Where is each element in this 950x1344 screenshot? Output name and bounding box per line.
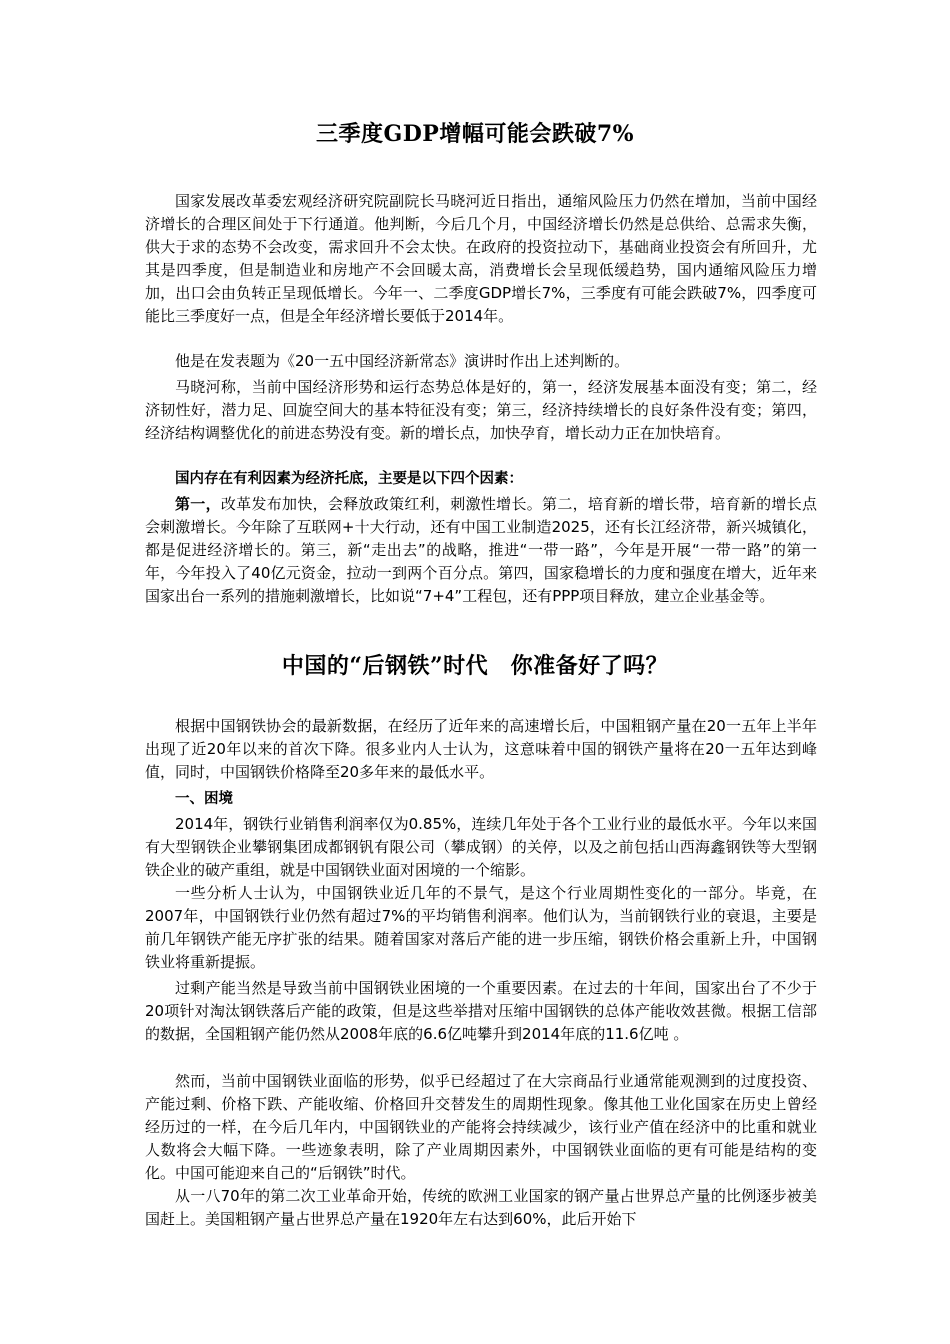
article2-paragraph-3: 一些分析人士认为，中国钢铁业近几年的不景气，是这个行业周期性变化的一部分。毕竟，在2007年，中国钢铁行业仍然有超过7%的平均销售利润率。他们认为，当前钢铁行业的衰退，主要是前几年钢铁产能无序扩张的结果。随着国家对落后产能的进一步压缩，钢铁价格会重新上升，中国钢铁业将重新提振。 — [145, 884, 817, 971]
article2-paragraph-5: 然而，当前中国钢铁业面临的形势，似乎已经超过了在大宗商品行业通常能观测到的过度投资、产能过剩、价格下跌、产能收缩、价格回升交替发生的周期性现象。像其他工业化国家在历史上曾经经历过的一样，在今后几年内，中国钢铁业的产能将会持续减少，该行业产值在经济中的比重和就业人数将会大幅下降。一些迹象表明，除了产业周期因素外，中国钢铁业面临的更有可能是结构的变化。中国可能迎来自己的“后钢铁”时代。 — [145, 1072, 817, 1182]
article-title-steel: 中国的“后钢铁”时代 你准备好了吗？ — [281, 653, 669, 679]
article2-subheading: 一、困境 — [175, 791, 233, 807]
article2-paragraph-1: 根据中国钢铁协会的最新数据，在经历了近年来的高速增长后，中国粗钢产量在20一五年上半年出现了近20年以来的首次下降。很多业内人士认为，这意味着中国的钢铁产量将在20一五年达到峰值，同时，中国钢铁价格降至20多年来的最低水平。 — [145, 717, 817, 781]
article1-paragraph-2: 他是在发表题为《20一五中国经济新常态》演讲时作出上述判断的。 — [175, 352, 630, 370]
article1-subheading: 国内存在有利因素为经济托底，主要是以下四个因素： — [175, 471, 523, 487]
paragraph-body: 改革发布加快，会释放政策红利，刺激性增长。第二，培育新的增长带，培育新的增长点会刺激增长。今年除了互联网+十大行动，还有中国工业制造2025，还有长江经济带，新兴城镇化，都是促进经济增长的。第三，新“走出去”的战略，推进“一带一路”，今年是开展“一带一路”的第一年，今年投入了40亿元资金，拉动一到两个百分点。第四，国家稳增长的力度和强度在增大，近年来国家出台一系列的措施刺激增长，比如说“7+4”工程包，还有PPP项目释放，建立企业基金等。 — [145, 495, 817, 605]
article1-paragraph-3: 马晓河称，当前中国经济形势和运行态势总体是好的，第一，经济发展基本面没有变；第二，经济韧性好，潜力足、回旋空间大的基本特征没有变；第三，经济持续增长的良好条件没有变；第四，经济结构调整优化的前进态势没有变。新的增长点，加快孕育，增长动力正在加快培育。 — [145, 378, 817, 442]
article2-paragraph-2: 2014年，钢铁行业销售利润率仅为0.85%，连续几年处于各个工业行业的最低水平。今年以来国有大型钢铁企业攀钢集团成都钢钒有限公司（攀成钢）的关停，以及之前包括山西海鑫钢铁等大型钢铁企业的破产重组，就是中国钢铁业面对困境的一个缩影。 — [145, 815, 817, 879]
article1-paragraph-1: 国家发展改革委宏观经济研究院副院长马晓河近日指出，通缩风险压力仍然在增加，当前中国经济增长的合理区间处于下行通道。他判断，今后几个月，中国经济增长仍然是总供给、总需求失衡，供大于求的态势不会改变，需求回升不会太快。在政府的投资拉动下，基础商业投资会有所回升，尤其是四季度，但是制造业和房地产不会回暖太高，消费增长会呈现低缓趋势，国内通缩风险压力增加，出口会由负转正呈现低增长。今年一、二季度GDP增长7%，三季度有可能会跌破7%，四季度可能比三季度好一点，但是全年经济增长要低于2014年。 — [145, 192, 817, 325]
article1-paragraph-4 — [145, 493, 817, 608]
article-title-gdp: 三季度GDP增幅可能会跌破7% — [315, 121, 635, 147]
article2-paragraph-4: 过剩产能当然是导致当前中国钢铁业困境的一个重要因素。在过去的十年间，国家出台了不少于20项针对淘汰钢铁落后产能的政策，但是这些举措对压缩中国钢铁的总体产能收效甚微。根据工信部的数据，全国粗钢产能仍然从2008年底的6.6亿吨攀升到2014年底的11.6亿吨 。 — [145, 979, 817, 1043]
paragraph-lead-bold: 第一， — [175, 495, 221, 513]
article2-paragraph-6: 从一八70年的第二次工业革命开始，传统的欧洲工业国家的钢产量占世界总产量的比例逐步被美国赶上。美国粗钢产量占世界总产量在1920年左右达到60%，此后开始下 — [145, 1187, 817, 1228]
